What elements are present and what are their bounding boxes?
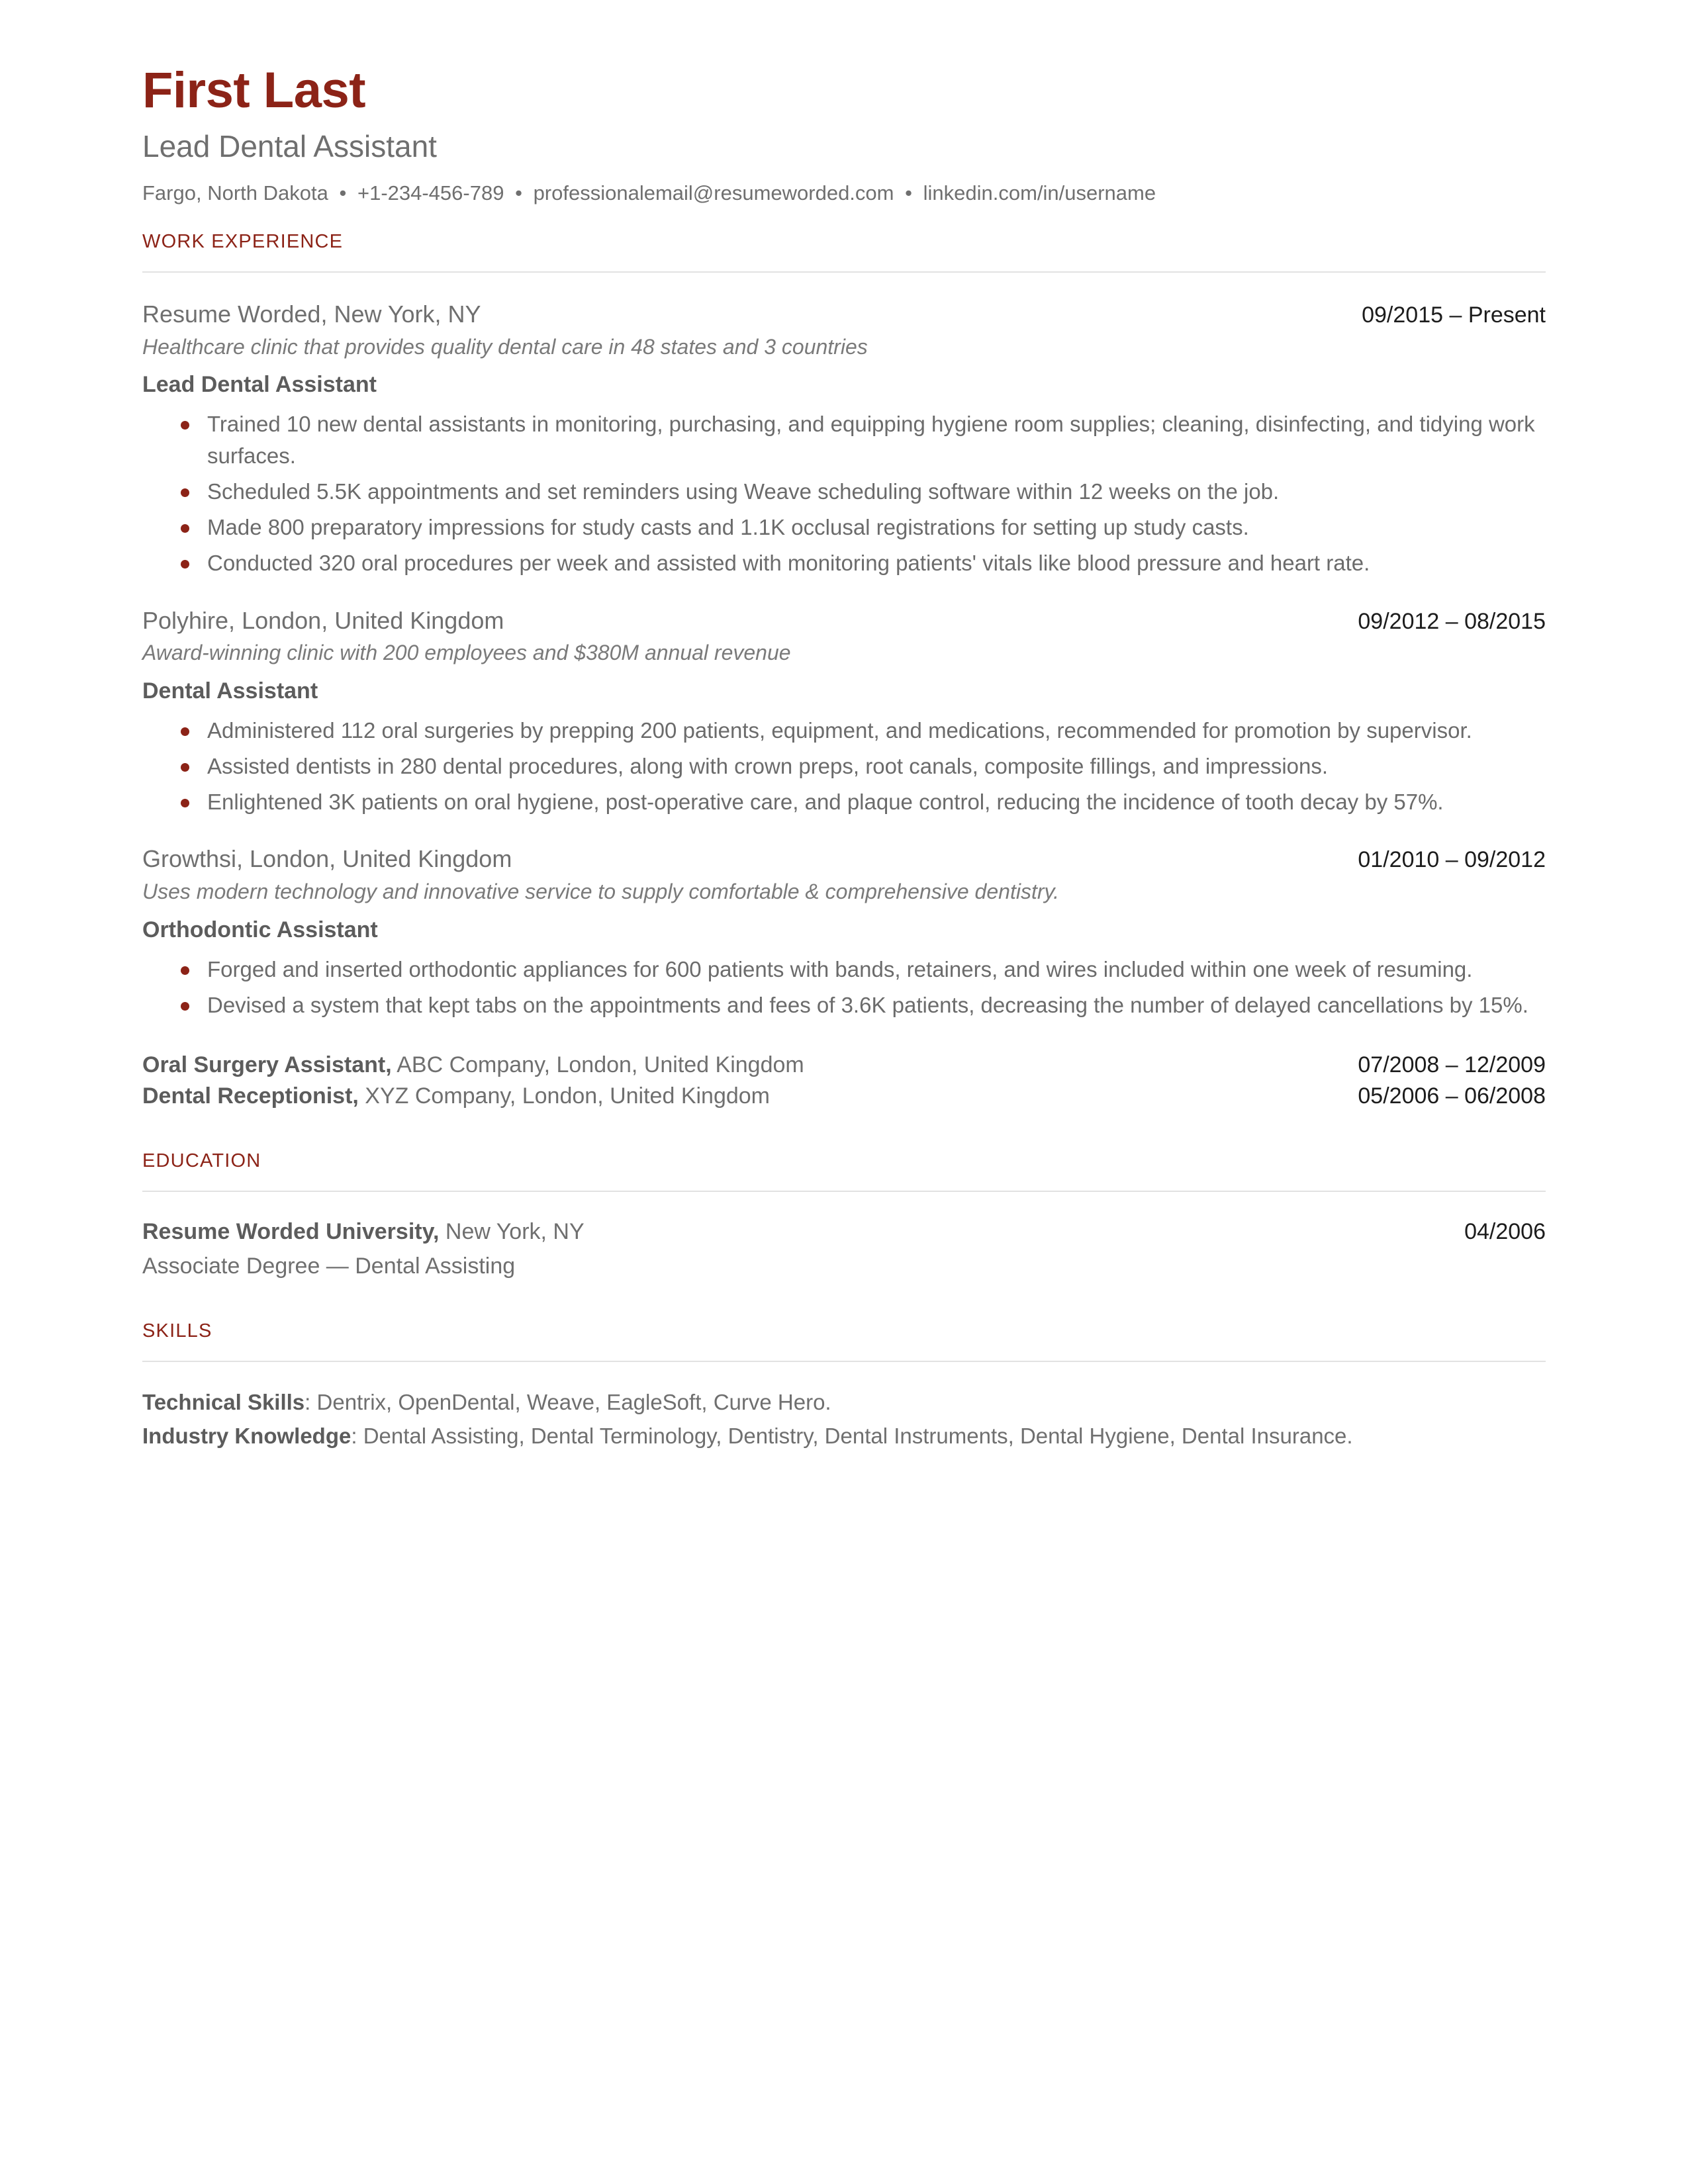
- work-entry-org: Resume Worded, New York, NY: [142, 300, 481, 328]
- work-entry-role: Orthodontic Assistant: [142, 917, 378, 942]
- skill-values: : Dental Assisting, Dental Terminology, Dentistry, Dental Instruments, Dental Hygiene, Dental Insurance.: [351, 1424, 1353, 1449]
- contact-phone: +1-234-456-789: [357, 181, 504, 205]
- education-school-name: Resume Worded University,: [142, 1219, 440, 1245]
- work-entry-header: [142, 606, 1546, 636]
- work-entry-dates: 09/2012 – 08/2015: [1358, 608, 1546, 634]
- list-item: [142, 547, 1546, 579]
- candidate-name: First Last: [142, 62, 366, 118]
- contact-location: Fargo, North Dakota: [142, 181, 328, 205]
- list-item: [142, 476, 1546, 508]
- skill-line: [142, 1421, 1546, 1452]
- short-role-title: Dental Receptionist,: [142, 1083, 359, 1109]
- work-entry: [142, 844, 1546, 1021]
- bullet-dot-icon: [181, 1002, 189, 1011]
- work-entry-org: Growthsi, London, United Kingdom: [142, 845, 512, 873]
- short-role-title: Oral Surgery Assistant,: [142, 1052, 392, 1078]
- bullet-text: Scheduled 5.5K appointments and set reminders using Weave scheduling software within 12 weeks on the job.: [207, 479, 1280, 504]
- skills-section: [142, 1320, 1546, 1452]
- bullet-dot-icon: [181, 966, 189, 975]
- work-entry-role: Lead Dental Assistant: [142, 372, 377, 398]
- work-entry-dates: 01/2010 – 09/2012: [1358, 847, 1546, 873]
- work-entry-description: Award-winning clinic with 200 employees and $380M annual revenue: [142, 641, 791, 665]
- work-entry-org: Polyhire, London, United Kingdom: [142, 606, 504, 634]
- bullet-dot-icon: [181, 488, 189, 497]
- list-item: [142, 751, 1546, 782]
- work-entry-dates: 09/2015 – Present: [1362, 302, 1546, 328]
- bullet-text: Trained 10 new dental assistants in monitoring, purchasing, and equipping hygiene room supplies; cleaning, disinfecting, and tidying work surfaces.: [207, 412, 1535, 469]
- bullet-text: Forged and inserted orthodontic appliances for 600 patients with bands, retainers, and wires included within one week of resuming.: [207, 956, 1473, 981]
- bullet-text: Assisted dentists in 280 dental procedures, along with crown preps, root canals, composite fillings, and impressions.: [207, 753, 1329, 778]
- bullet-dot-icon: [181, 727, 189, 736]
- work-entry-bullets: [142, 715, 1546, 818]
- bullet-dot-icon: [181, 560, 189, 569]
- bullet-text: Devised a system that kept tabs on the appointments and fees of 3.6K patients, decreasing the number of delayed cancellations by 15%.: [207, 992, 1528, 1017]
- section-divider: [142, 1361, 1546, 1362]
- skill-line: [142, 1387, 1546, 1418]
- short-role-company: XYZ Company, London, United Kingdom: [358, 1083, 771, 1109]
- list-item: [142, 786, 1546, 818]
- list-item: [142, 715, 1546, 747]
- short-role-dates: 05/2006 – 06/2008: [1358, 1083, 1546, 1109]
- work-experience-section: [142, 231, 1546, 1112]
- work-entry: [142, 606, 1546, 818]
- contact-email[interactable]: professionalemail@resumeworded.com: [533, 181, 894, 205]
- work-entry-bullets: [142, 954, 1546, 1021]
- short-role-left: [142, 1081, 770, 1112]
- short-role-row: [142, 1050, 1546, 1081]
- candidate-headline: Lead Dental Assistant: [142, 129, 437, 164]
- bullet-text: Conducted 320 oral procedures per week and assisted with monitoring patients' vitals like blood pressure and heart rate.: [207, 550, 1370, 575]
- bullet-text: Made 800 preparatory impressions for study casts and 1.1K occlusal registrations for setting up study casts.: [207, 514, 1249, 539]
- short-role-company: ABC Company, London, United Kingdom: [391, 1052, 804, 1078]
- list-item: [142, 408, 1546, 472]
- skills-body: [142, 1387, 1546, 1452]
- education-entry-header: [142, 1217, 1546, 1246]
- education-school: [142, 1217, 585, 1246]
- bullet-separator-icon: •: [339, 181, 347, 205]
- contact-linkedin[interactable]: linkedin.com/in/username: [923, 181, 1156, 205]
- bullet-text: Enlightened 3K patients on oral hygiene, post-operative care, and plaque control, reducing the incidence of tooth decay by 57%.: [207, 789, 1444, 814]
- education-school-location: New York, NY: [439, 1219, 585, 1245]
- section-divider: [142, 271, 1546, 273]
- short-role-left: [142, 1050, 804, 1081]
- bullet-dot-icon: [181, 763, 189, 772]
- education-degree: Associate Degree — Dental Assisting: [142, 1253, 516, 1279]
- work-entry: [142, 299, 1546, 579]
- contact-line: [142, 179, 1546, 207]
- bullet-separator-icon: •: [905, 181, 912, 205]
- work-entry-description: Healthcare clinic that provides quality dental care in 48 states and 3 countries: [142, 334, 868, 359]
- section-title-work: WORK EXPERIENCE: [142, 231, 344, 253]
- bullet-dot-icon: [181, 524, 189, 533]
- skill-values: : Dentrix, OpenDental, Weave, EagleSoft, Curve Hero.: [305, 1390, 831, 1415]
- work-entry-role: Dental Assistant: [142, 678, 318, 704]
- list-item: [142, 989, 1546, 1021]
- bullet-dot-icon: [181, 799, 189, 807]
- section-divider: [142, 1191, 1546, 1192]
- skill-category-label: Industry Knowledge: [142, 1424, 352, 1449]
- work-entry-bullets: [142, 408, 1546, 578]
- list-item: [142, 954, 1546, 985]
- list-item: [142, 512, 1546, 543]
- skill-category-label: Technical Skills: [142, 1390, 305, 1415]
- bullet-separator-icon: •: [515, 181, 522, 205]
- education-section: [142, 1150, 1546, 1282]
- bullet-text: Administered 112 oral surgeries by prepping 200 patients, equipment, and medications, recommended for promotion by supervisor.: [207, 717, 1472, 743]
- work-entry-description: Uses modern technology and innovative service to supply comfortable & comprehensive dentistry.: [142, 879, 1059, 903]
- work-entry-header: [142, 844, 1546, 874]
- bullet-dot-icon: [181, 421, 189, 430]
- section-title-education: EDUCATION: [142, 1150, 261, 1172]
- short-roles-list: [142, 1050, 1546, 1112]
- section-title-skills: SKILLS: [142, 1320, 212, 1342]
- work-entry-header: [142, 299, 1546, 330]
- education-dates: 04/2006: [1464, 1219, 1546, 1245]
- short-role-dates: 07/2008 – 12/2009: [1358, 1052, 1546, 1078]
- short-role-row: [142, 1081, 1546, 1112]
